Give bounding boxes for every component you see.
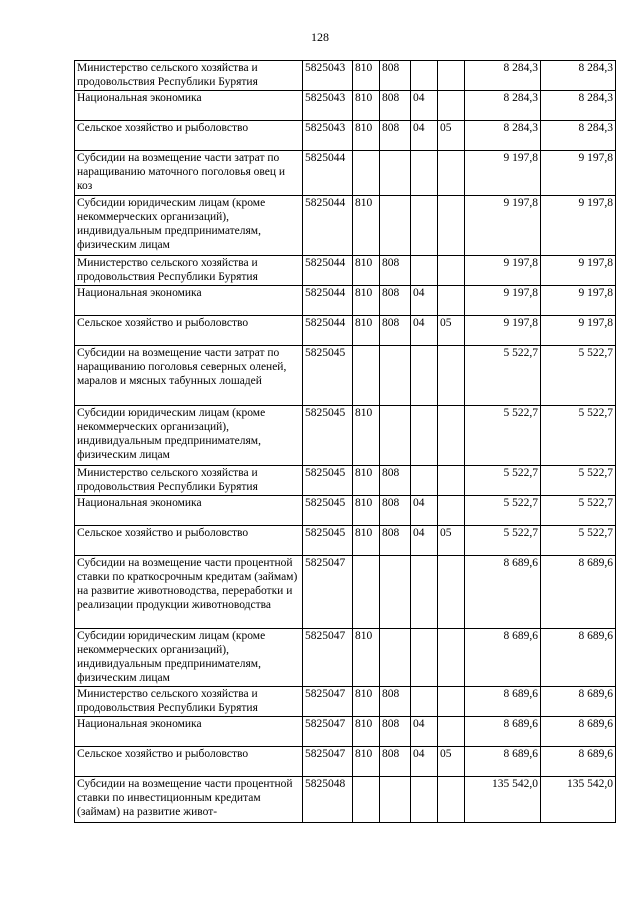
row-code: 5825044 bbox=[303, 196, 353, 256]
table-row bbox=[75, 406, 616, 466]
row-name: Сельское хозяйство и рыболовство bbox=[75, 526, 303, 556]
row-amount-1: 135 542,0 bbox=[465, 777, 541, 823]
table-row bbox=[75, 556, 616, 629]
table-row bbox=[75, 777, 616, 823]
row-section: 04 bbox=[411, 526, 438, 556]
row-name: Субсидии юридическим лицам (кроме некоммерческих организаций), индивидуальным предпринимателям, физическим лицам bbox=[75, 406, 303, 466]
page-number: 128 bbox=[311, 30, 329, 44]
table-row bbox=[75, 286, 616, 316]
row-amount-2: 8 689,6 bbox=[541, 629, 616, 687]
row-expense-group: 810 bbox=[353, 61, 380, 91]
row-department bbox=[380, 556, 411, 629]
row-subsection bbox=[438, 286, 465, 316]
row-amount-2: 9 197,8 bbox=[541, 151, 616, 196]
row-department: 808 bbox=[380, 747, 411, 777]
row-amount-1: 8 689,6 bbox=[465, 687, 541, 717]
table-row bbox=[75, 717, 616, 747]
row-expense-group: 810 bbox=[353, 286, 380, 316]
row-subsection bbox=[438, 629, 465, 687]
row-section bbox=[411, 151, 438, 196]
row-subsection bbox=[438, 496, 465, 526]
row-code: 5825044 bbox=[303, 151, 353, 196]
table-row bbox=[75, 151, 616, 196]
row-amount-1: 8 689,6 bbox=[465, 629, 541, 687]
row-section bbox=[411, 466, 438, 496]
row-name: Сельское хозяйство и рыболовство bbox=[75, 747, 303, 777]
row-department: 808 bbox=[380, 496, 411, 526]
row-subsection bbox=[438, 151, 465, 196]
table-row bbox=[75, 196, 616, 256]
row-expense-group: 810 bbox=[353, 687, 380, 717]
row-department: 808 bbox=[380, 256, 411, 286]
row-department bbox=[380, 777, 411, 823]
row-code: 5825043 bbox=[303, 61, 353, 91]
row-name: Национальная экономика bbox=[75, 286, 303, 316]
row-name: Субсидии на возмещение части процентной ставки по краткосрочным кредитам (займам) на развитие животноводства, переработки и реализации продукции животноводства bbox=[75, 556, 303, 629]
table-row bbox=[75, 629, 616, 687]
row-amount-2: 5 522,7 bbox=[541, 406, 616, 466]
row-expense-group: 810 bbox=[353, 121, 380, 151]
row-code: 5825048 bbox=[303, 777, 353, 823]
table-row bbox=[75, 747, 616, 777]
row-code: 5825047 bbox=[303, 556, 353, 629]
row-expense-group bbox=[353, 346, 380, 406]
row-amount-1: 8 284,3 bbox=[465, 121, 541, 151]
row-expense-group bbox=[353, 151, 380, 196]
row-expense-group: 810 bbox=[353, 316, 380, 346]
row-code: 5825044 bbox=[303, 286, 353, 316]
row-code: 5825043 bbox=[303, 121, 353, 151]
row-subsection bbox=[438, 556, 465, 629]
row-department bbox=[380, 629, 411, 687]
row-amount-1: 9 197,8 bbox=[465, 151, 541, 196]
row-code: 5825044 bbox=[303, 316, 353, 346]
row-expense-group: 810 bbox=[353, 629, 380, 687]
row-name: Субсидии на возмещение части затрат по наращиванию маточного поголовья овец и коз bbox=[75, 151, 303, 196]
row-subsection: 05 bbox=[438, 747, 465, 777]
row-name: Субсидии на возмещение части затрат по наращиванию поголовья северных оленей, маралов и мясных табунных лошадей bbox=[75, 346, 303, 406]
row-name: Национальная экономика bbox=[75, 717, 303, 747]
row-name: Сельское хозяйство и рыболовство bbox=[75, 121, 303, 151]
row-name: Субсидии юридическим лицам (кроме некоммерческих организаций), индивидуальным предпринимателям, физическим лицам bbox=[75, 629, 303, 687]
row-expense-group: 810 bbox=[353, 196, 380, 256]
row-amount-2: 5 522,7 bbox=[541, 496, 616, 526]
row-subsection bbox=[438, 196, 465, 256]
row-expense-group: 810 bbox=[353, 91, 380, 121]
row-section bbox=[411, 777, 438, 823]
row-code: 5825045 bbox=[303, 346, 353, 406]
row-expense-group: 810 bbox=[353, 466, 380, 496]
row-name: Субсидии юридическим лицам (кроме некоммерческих организаций), индивидуальным предпринимателям, физическим лицам bbox=[75, 196, 303, 256]
row-department: 808 bbox=[380, 687, 411, 717]
row-code: 5825047 bbox=[303, 687, 353, 717]
row-department bbox=[380, 151, 411, 196]
row-department: 808 bbox=[380, 286, 411, 316]
row-section: 04 bbox=[411, 286, 438, 316]
table-row bbox=[75, 61, 616, 91]
row-expense-group: 810 bbox=[353, 406, 380, 466]
row-expense-group: 810 bbox=[353, 526, 380, 556]
row-code: 5825047 bbox=[303, 717, 353, 747]
row-amount-1: 9 197,8 bbox=[465, 286, 541, 316]
row-amount-2: 8 689,6 bbox=[541, 687, 616, 717]
row-section: 04 bbox=[411, 91, 438, 121]
row-subsection bbox=[438, 346, 465, 406]
row-code: 5825045 bbox=[303, 406, 353, 466]
row-section bbox=[411, 346, 438, 406]
row-section: 04 bbox=[411, 717, 438, 747]
row-department bbox=[380, 346, 411, 406]
row-code: 5825043 bbox=[303, 91, 353, 121]
row-amount-2: 8 689,6 bbox=[541, 717, 616, 747]
row-department: 808 bbox=[380, 316, 411, 346]
table-row bbox=[75, 121, 616, 151]
row-subsection bbox=[438, 91, 465, 121]
row-subsection: 05 bbox=[438, 121, 465, 151]
row-expense-group bbox=[353, 777, 380, 823]
row-code: 5825044 bbox=[303, 256, 353, 286]
row-section bbox=[411, 61, 438, 91]
row-department: 808 bbox=[380, 121, 411, 151]
row-name: Национальная экономика bbox=[75, 91, 303, 121]
table-row bbox=[75, 346, 616, 406]
row-amount-1: 8 689,6 bbox=[465, 556, 541, 629]
row-name: Министерство сельского хозяйства и продовольствия Республики Бурятия bbox=[75, 256, 303, 286]
row-code: 5825045 bbox=[303, 526, 353, 556]
row-code: 5825045 bbox=[303, 466, 353, 496]
row-subsection: 05 bbox=[438, 316, 465, 346]
row-expense-group: 810 bbox=[353, 256, 380, 286]
table-row bbox=[75, 466, 616, 496]
table-row bbox=[75, 687, 616, 717]
row-department: 808 bbox=[380, 526, 411, 556]
row-amount-1: 8 689,6 bbox=[465, 747, 541, 777]
row-amount-2: 5 522,7 bbox=[541, 526, 616, 556]
row-section bbox=[411, 687, 438, 717]
row-amount-2: 8 689,6 bbox=[541, 556, 616, 629]
row-expense-group: 810 bbox=[353, 747, 380, 777]
row-section bbox=[411, 406, 438, 466]
row-amount-1: 9 197,8 bbox=[465, 196, 541, 256]
row-department: 808 bbox=[380, 91, 411, 121]
row-name: Министерство сельского хозяйства и продовольствия Республики Бурятия bbox=[75, 61, 303, 91]
row-amount-1: 9 197,8 bbox=[465, 256, 541, 286]
table-row bbox=[75, 526, 616, 556]
table-row bbox=[75, 316, 616, 346]
row-department: 808 bbox=[380, 61, 411, 91]
table-row bbox=[75, 91, 616, 121]
row-name: Министерство сельского хозяйства и продовольствия Республики Бурятия bbox=[75, 466, 303, 496]
row-subsection bbox=[438, 256, 465, 286]
row-subsection bbox=[438, 466, 465, 496]
row-subsection bbox=[438, 406, 465, 466]
row-amount-1: 5 522,7 bbox=[465, 496, 541, 526]
row-code: 5825045 bbox=[303, 496, 353, 526]
row-amount-2: 9 197,8 bbox=[541, 196, 616, 256]
row-code: 5825047 bbox=[303, 747, 353, 777]
row-amount-1: 5 522,7 bbox=[465, 406, 541, 466]
row-subsection bbox=[438, 777, 465, 823]
row-code: 5825047 bbox=[303, 629, 353, 687]
row-expense-group: 810 bbox=[353, 717, 380, 747]
row-name: Национальная экономика bbox=[75, 496, 303, 526]
row-section bbox=[411, 629, 438, 687]
row-amount-2: 8 284,3 bbox=[541, 91, 616, 121]
row-amount-1: 9 197,8 bbox=[465, 316, 541, 346]
row-subsection bbox=[438, 717, 465, 747]
row-name: Министерство сельского хозяйства и продовольствия Республики Бурятия bbox=[75, 687, 303, 717]
row-amount-1: 8 689,6 bbox=[465, 717, 541, 747]
row-section bbox=[411, 256, 438, 286]
row-amount-2: 9 197,8 bbox=[541, 286, 616, 316]
row-amount-1: 5 522,7 bbox=[465, 466, 541, 496]
row-section bbox=[411, 556, 438, 629]
row-name: Сельское хозяйство и рыболовство bbox=[75, 316, 303, 346]
row-name: Субсидии на возмещение части процентной ставки по инвестиционным кредитам (займам) на развитие живот- bbox=[75, 777, 303, 823]
row-amount-2: 8 284,3 bbox=[541, 121, 616, 151]
row-section: 04 bbox=[411, 316, 438, 346]
row-section: 04 bbox=[411, 496, 438, 526]
row-expense-group bbox=[353, 556, 380, 629]
row-section bbox=[411, 196, 438, 256]
table-row bbox=[75, 496, 616, 526]
row-expense-group: 810 bbox=[353, 496, 380, 526]
row-subsection bbox=[438, 687, 465, 717]
row-subsection: 05 bbox=[438, 526, 465, 556]
row-amount-1: 8 284,3 bbox=[465, 61, 541, 91]
row-amount-2: 9 197,8 bbox=[541, 256, 616, 286]
row-section: 04 bbox=[411, 121, 438, 151]
row-amount-2: 5 522,7 bbox=[541, 466, 616, 496]
row-amount-1: 8 284,3 bbox=[465, 91, 541, 121]
row-amount-1: 5 522,7 bbox=[465, 526, 541, 556]
row-department: 808 bbox=[380, 466, 411, 496]
row-section: 04 bbox=[411, 747, 438, 777]
row-department bbox=[380, 196, 411, 256]
table-row bbox=[75, 256, 616, 286]
row-subsection bbox=[438, 61, 465, 91]
budget-table bbox=[74, 60, 616, 823]
row-department: 808 bbox=[380, 717, 411, 747]
row-department bbox=[380, 406, 411, 466]
row-amount-2: 9 197,8 bbox=[541, 316, 616, 346]
row-amount-2: 8 689,6 bbox=[541, 747, 616, 777]
row-amount-2: 8 284,3 bbox=[541, 61, 616, 91]
row-amount-1: 5 522,7 bbox=[465, 346, 541, 406]
row-amount-2: 135 542,0 bbox=[541, 777, 616, 823]
row-amount-2: 5 522,7 bbox=[541, 346, 616, 406]
table-body bbox=[75, 61, 616, 823]
